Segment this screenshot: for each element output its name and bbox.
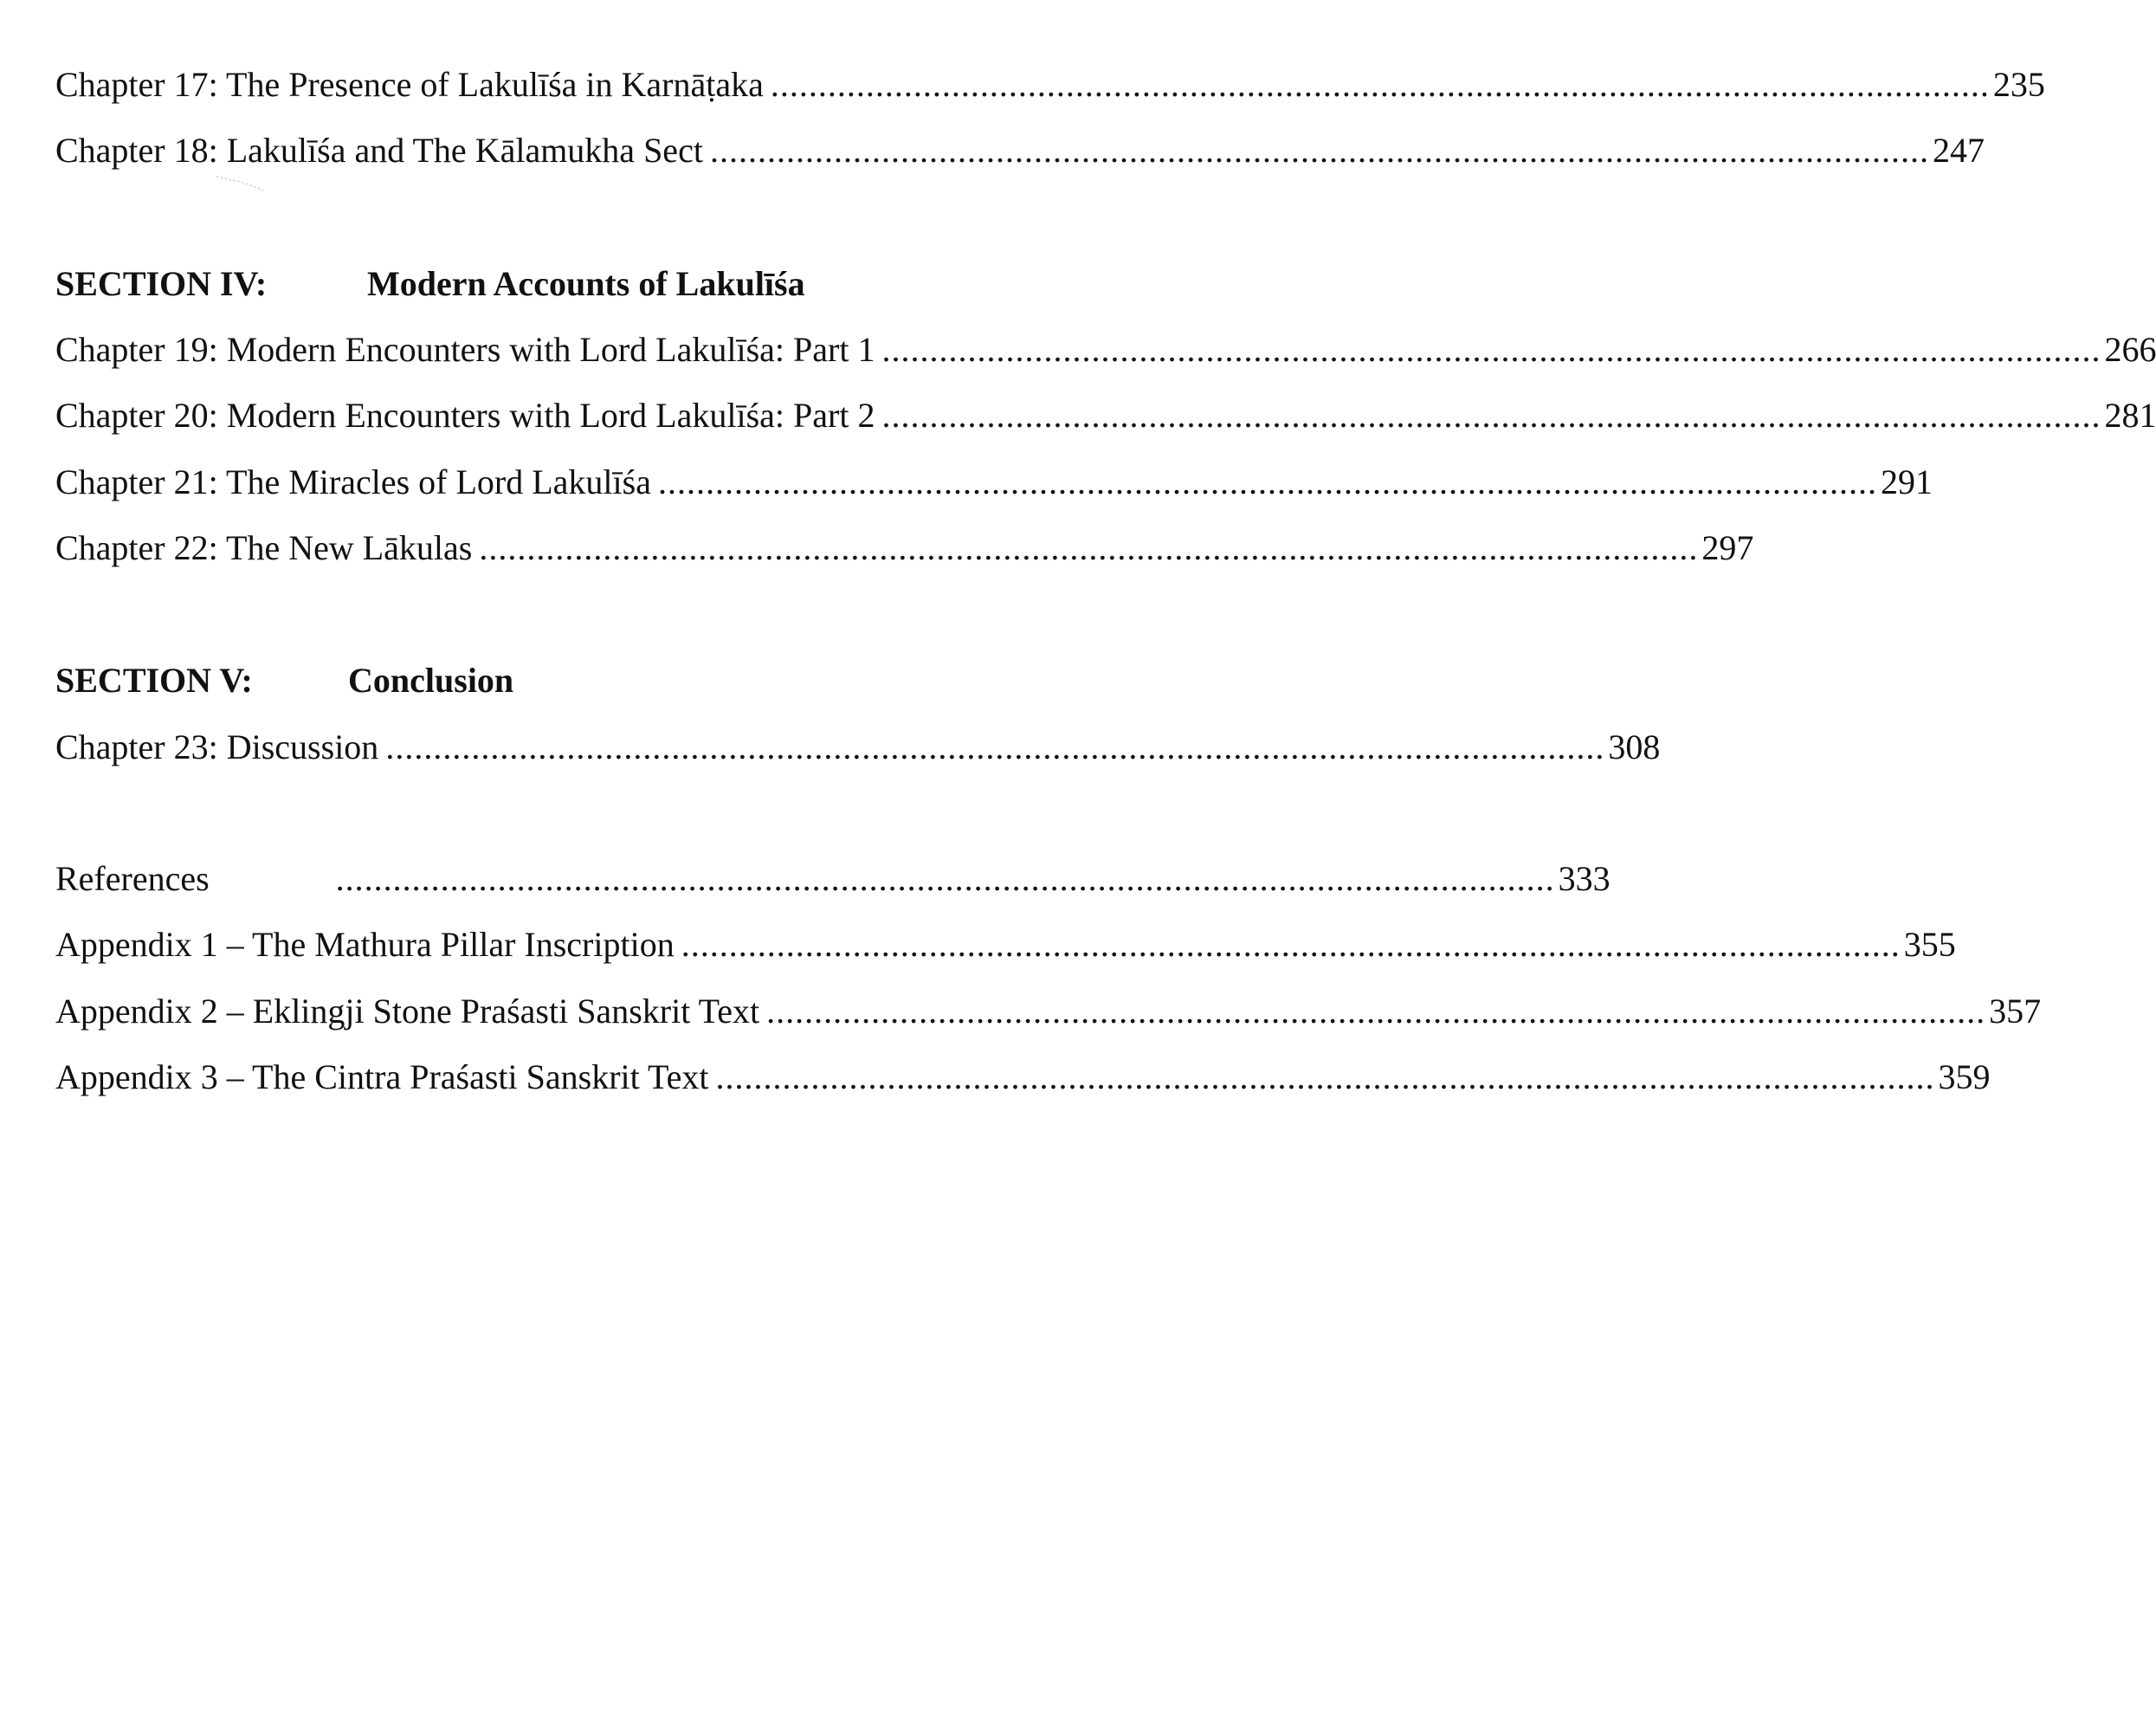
toc-page-number: 291 — [1880, 462, 1933, 501]
toc-page-number: 333 — [1558, 859, 1611, 898]
section-label: SECTION IV: — [55, 264, 268, 303]
toc-entry-appendix-1 — [55, 921, 1956, 969]
toc-entry-appendix-3 — [55, 1053, 1991, 1102]
toc-dot-leader: ................................................................................................................................ — [681, 925, 1901, 964]
toc-dot-leader: ................................................................................................................................ — [479, 528, 1699, 567]
toc-dot-leader: ................................................................................................................................ — [881, 330, 2101, 369]
toc-dot-leader: ................................................................................................................................ — [657, 462, 1877, 501]
toc-entry-title: Chapter 22: The New Lākulas — [55, 528, 473, 567]
toc-dot-leader: ................................................................................................................................ — [709, 131, 1929, 170]
toc-entry-title: Chapter 21: The Miracles of Lord Lakulīśa — [55, 462, 651, 501]
toc-entry-title: Chapter 20: Modern Encounters with Lord Lakulīśa: Part 2 — [55, 396, 875, 435]
toc-entry-title: Appendix 1 – The Mathura Pillar Inscription — [55, 925, 675, 964]
toc-page-number: 281 — [2104, 396, 2156, 435]
toc-entry-title: Chapter 17: The Presence of Lakulīśa in Karnāṭaka — [55, 65, 764, 104]
toc-entry-title: Chapter 18: Lakulīśa and The Kālamukha Sect — [55, 131, 703, 170]
toc-entry-chapter-22 — [55, 524, 1754, 572]
toc-entry-chapter-19 — [55, 326, 2156, 374]
toc-dot-leader: ................................................................................................................................ — [881, 396, 2101, 435]
toc-entry-references — [55, 855, 1611, 903]
toc-entry-chapter-23 — [55, 723, 1661, 772]
toc-dot-leader: ................................................................................................................................ — [715, 1057, 1935, 1096]
toc-page-number: 235 — [1992, 65, 2045, 104]
toc-entry-chapter-17 — [55, 61, 2045, 109]
toc-page-number: 266 — [2104, 330, 2156, 369]
toc-entry-title: Chapter 23: Discussion — [55, 727, 379, 766]
toc-dot-leader: ................................................................................................................................ — [770, 65, 1990, 104]
section-heading-v — [55, 656, 1230, 705]
toc-page-number: 355 — [1903, 925, 1956, 964]
toc-entry-chapter-18 — [55, 126, 1985, 175]
toc-entry-title: Appendix 2 – Eklingji Stone Praśasti Sanskrit Text — [55, 992, 760, 1031]
toc-dot-leader: ................................................................................................................................ — [385, 727, 1605, 766]
toc-entry-title: Chapter 19: Modern Encounters with Lord Lakulīśa: Part 1 — [55, 330, 875, 369]
toc-page-number: 308 — [1608, 727, 1661, 766]
section-title: Conclusion — [348, 661, 514, 700]
toc-entry-title: Appendix 3 – The Cintra Praśasti Sanskrit Text — [55, 1057, 709, 1096]
toc-page-number: 297 — [1701, 528, 1754, 567]
toc-entry-appendix-2 — [55, 987, 2042, 1036]
toc-entry-title: References — [55, 859, 210, 898]
section-label: SECTION V: — [55, 661, 253, 700]
scan-artifact — [215, 173, 267, 194]
toc-page-number: 247 — [1932, 131, 1985, 170]
toc-dot-leader: ................................................................................................................................ — [766, 992, 1986, 1031]
toc-entry-chapter-21 — [55, 458, 1933, 507]
toc-dot-leader: ................................................................................................................................ — [335, 859, 1555, 898]
toc-entry-chapter-20 — [55, 391, 2156, 440]
toc-page-number: 357 — [1989, 992, 2042, 1031]
section-heading-iv — [55, 260, 1230, 308]
toc-page-number: 359 — [1938, 1057, 1991, 1096]
section-title: Modern Accounts of Lakulīśa — [367, 264, 805, 303]
